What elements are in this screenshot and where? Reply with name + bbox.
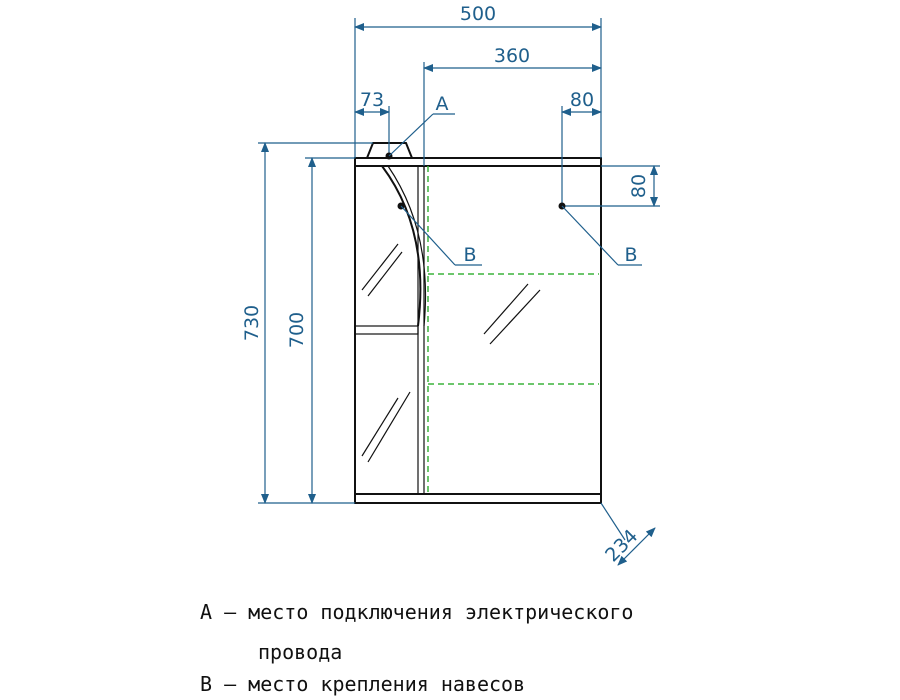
marker-a-label: A bbox=[435, 93, 449, 115]
legend-a-line1: A – место подключения электрического bbox=[200, 600, 634, 624]
top-cap bbox=[355, 158, 601, 166]
legend-b-line: B – место крепления навесов bbox=[200, 672, 526, 696]
dim-offset-b-label: 80 bbox=[569, 89, 595, 111]
dim-width-total-label: 500 bbox=[459, 3, 497, 25]
marker-b-left-label: B bbox=[463, 244, 477, 266]
curved-glass bbox=[382, 166, 420, 326]
dim-width-right-label: 360 bbox=[493, 45, 531, 67]
glass-reflections bbox=[362, 244, 540, 462]
dim-offset-a-label: 73 bbox=[359, 89, 385, 111]
dim-height-total-label: 730 bbox=[241, 304, 263, 342]
legend-a-line2: провода bbox=[258, 640, 343, 664]
dim-offset-b-vertical-label: 80 bbox=[628, 173, 650, 199]
dimensions bbox=[241, 3, 660, 566]
dim-depth-label: 234 bbox=[601, 525, 643, 567]
dim-height-body-label: 700 bbox=[286, 311, 308, 349]
marker-b-right-label: B bbox=[624, 244, 638, 266]
bottom-plinth bbox=[355, 494, 601, 503]
cabinet-outline bbox=[355, 143, 601, 503]
hidden-shelves bbox=[428, 166, 599, 494]
open-shelf bbox=[355, 326, 418, 334]
